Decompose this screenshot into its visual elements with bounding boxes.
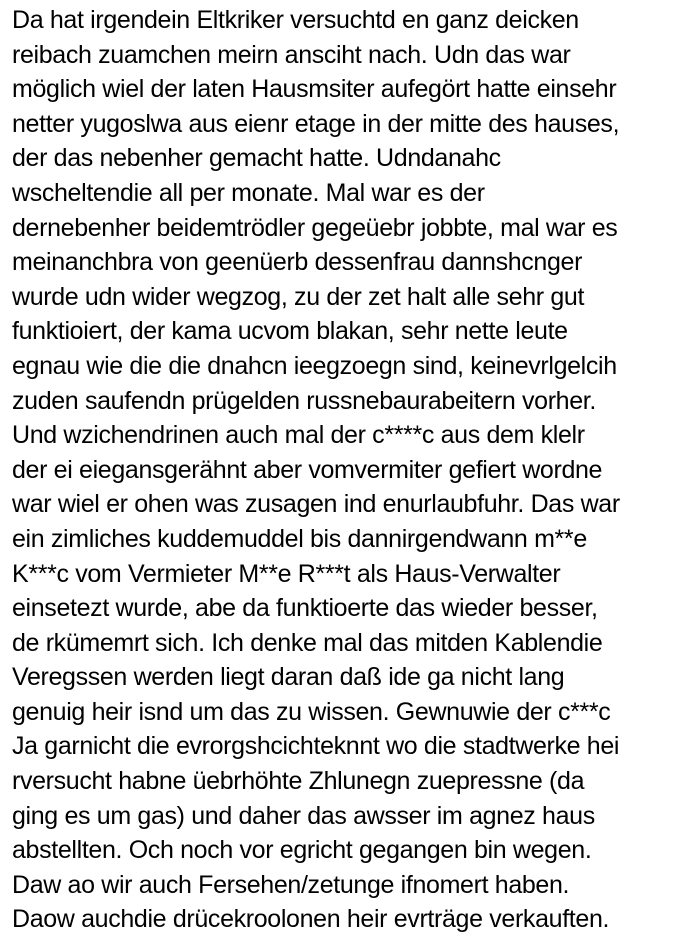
text-line-21: genuig heir isnd um das zu wissen. Gewnuwie der c***c [12,697,611,726]
text-line-8: meinanchbra von geenüerb dessenfrau dannshcnger [12,248,583,277]
text-line-11: egnau wie die die dnahcn ieegzoegn sind, keinevrlgelcih [12,351,617,380]
text-line-24: ging es um gas) und daher das awsser im agnez haus [12,801,595,830]
text-line-22: Ja garnicht die evrorgshcichteknnt wo die stadtwerke hei [12,732,620,761]
text-line-14: der ei eiegansgerähnt aber vomvermiter gefiert wordne [12,455,603,484]
text-line-26: Daw ao wir auch Fersehen/zetunge ifnomert haben. [12,870,570,899]
text-line-12: zuden saufendn prügelden russnebaurabeitern vorher. [12,386,596,415]
text-line-13: Und wzichendrinen auch mal der c****c aus dem klelr [12,421,585,450]
text-line-15: war wiel er ohen was zusagen ind enurlaubfuhr. Das war [12,490,620,519]
text-line-9: wurde udn wider wegzog, zu der zet halt alle sehr gut [12,282,585,311]
text-line-23: rversucht habne üebrhöhte Zhlunegn zuepressne (da [12,767,585,796]
text-line-25: abstellten. Och noch vor egricht gegangen bin wegen. [12,836,592,865]
text-line-1: Da hat irgendein Eltkriker versuchtd en ganz deicken [12,6,579,34]
text-line-19: de rkümemrt sich. Ich denke mal das mitden Kablendie [12,628,603,657]
text-line-4: netter yugoslwa aus eienr etage in der mitte des hauses, [12,109,620,138]
text-line-18: einsetezt wurde, abe da funktioerte das wieder besser, [12,594,598,623]
text-line-20: Veregssen werden liegt daran daß ide ga nicht lang [12,663,565,692]
text-line-5: der das nebenher gemacht hatte. Udndanahc [12,144,501,173]
text-line-7: dernebenher beidemtrödler gegeüebr jobbte, mal war es [12,213,618,242]
text-line-2: reibach zuamchen meirn ansciht nach. Udn das war [12,40,571,69]
text-line-27: Daow auchdie drücekroolonen heir evrträge verkauften. [12,905,610,934]
text-line-10: funktioiert, der kama ucvom blakan, sehr nette leute [12,317,568,346]
text-line-17: K***c vom Vermieter M**e R***t als Haus-Verwalter [12,559,561,588]
text-line-16: ein zimliches kuddemuddel bis dannirgendwann m**e [12,524,587,553]
text-line-3: möglich wiel der laten Hausmsiter aufegört hatte einsehr [12,75,617,104]
text-line-6: wscheltendie all per monate. Mal war es der [12,178,485,207]
document-body [12,3,682,937]
